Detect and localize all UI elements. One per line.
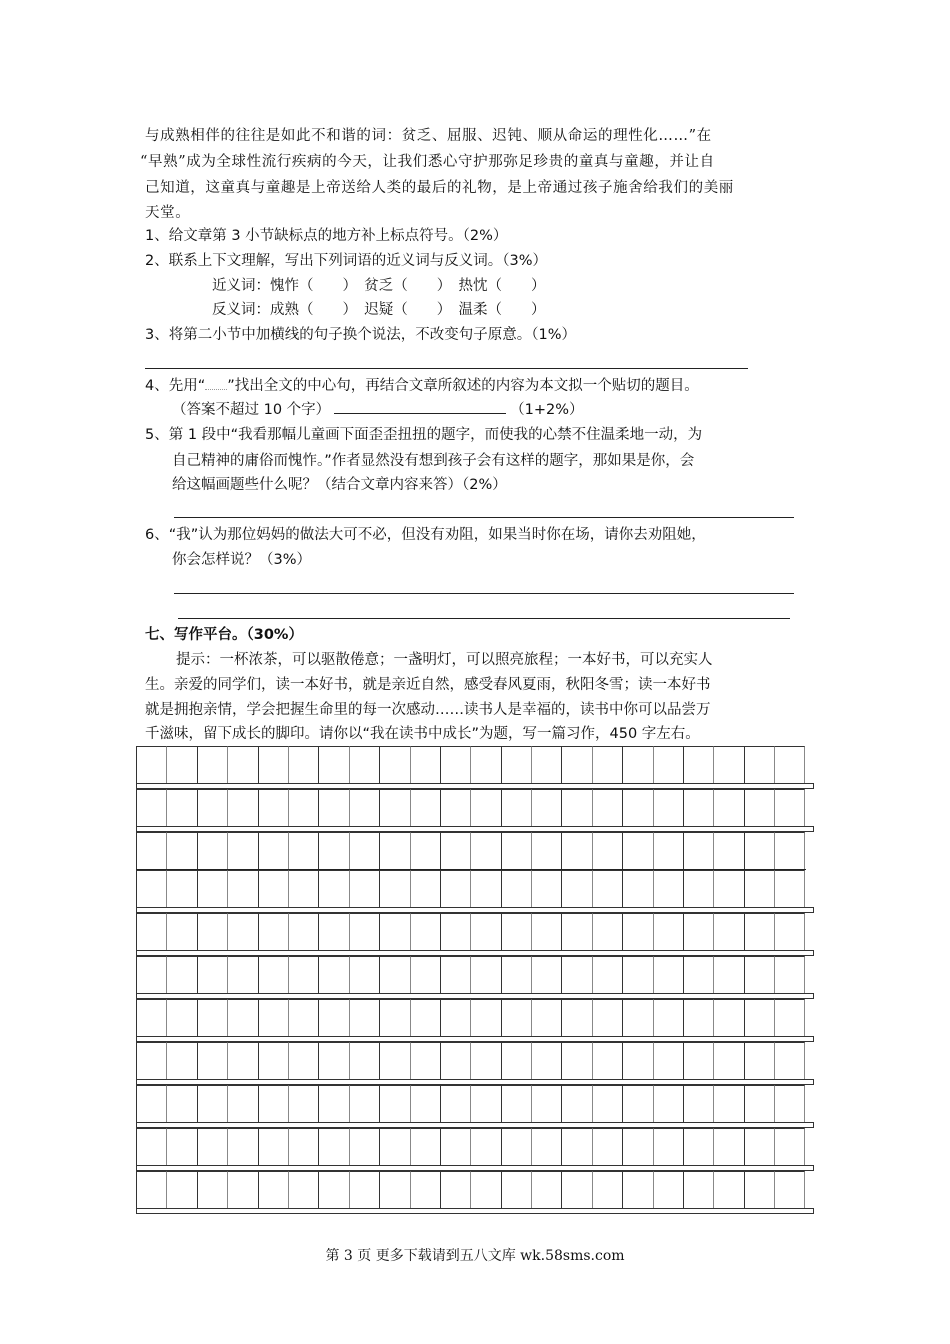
grid-cell[interactable] <box>440 913 470 950</box>
grid-cell[interactable] <box>622 1085 652 1122</box>
grid-cell[interactable] <box>166 746 196 783</box>
grid-cell[interactable] <box>774 1128 804 1165</box>
grid-cell[interactable] <box>622 999 652 1036</box>
grid-cell[interactable] <box>622 870 652 907</box>
writing-prompt-line: 千滋味，留下成长的脚印。请你以“我在读书中成长”为题，写一篇习作，450 字左右。 <box>145 726 700 742</box>
grid-cell[interactable] <box>379 1042 409 1079</box>
passage-line: 与成熟相伴的往往是如此不和谐的词：贫乏、屈服、迟钝、顺从命运的理性化……”在 <box>145 128 712 144</box>
grid-cell[interactable] <box>318 956 348 993</box>
grid-cell[interactable] <box>501 956 531 993</box>
grid-cell[interactable] <box>774 789 804 826</box>
grid-cell[interactable] <box>227 746 257 783</box>
grid-cell[interactable] <box>166 832 196 869</box>
grid-cell[interactable] <box>713 956 743 993</box>
grid-cell[interactable] <box>622 746 652 783</box>
grid-row <box>136 1085 814 1122</box>
grid-cell[interactable] <box>349 956 379 993</box>
grid-cell[interactable] <box>288 956 318 993</box>
grid-cell[interactable] <box>592 999 622 1036</box>
page-footer: 第 3 页 更多下载请到五八文库 wk.58sms.com <box>325 1248 625 1264</box>
grid-cell[interactable] <box>258 1171 288 1208</box>
grid-cell[interactable] <box>592 956 622 993</box>
grid-cell[interactable] <box>410 1171 440 1208</box>
grid-cell[interactable] <box>227 956 257 993</box>
grid-cell[interactable] <box>349 999 379 1036</box>
wavy-underline-mark <box>205 379 227 390</box>
grid-cell[interactable] <box>774 956 804 993</box>
grid-cell[interactable] <box>713 1128 743 1165</box>
grid-cell[interactable] <box>349 789 379 826</box>
grid-cell[interactable] <box>713 1085 743 1122</box>
grid-cell[interactable] <box>440 1128 470 1165</box>
grid-cell[interactable] <box>470 1042 500 1079</box>
grid-cell[interactable] <box>379 832 409 869</box>
grid-cell[interactable] <box>318 1085 348 1122</box>
question-4-score: （1+2%） <box>510 402 584 418</box>
grid-cell[interactable] <box>379 746 409 783</box>
grid-cell[interactable] <box>166 789 196 826</box>
answer-line-6a[interactable] <box>174 593 794 594</box>
grid-cell[interactable] <box>561 746 591 783</box>
grid-cell[interactable] <box>531 913 561 950</box>
grid-cell[interactable] <box>774 1171 804 1208</box>
grid-cell[interactable] <box>136 746 166 783</box>
grid-cell[interactable] <box>470 746 500 783</box>
grid-cell[interactable] <box>197 746 227 783</box>
grid-cell[interactable] <box>318 832 348 869</box>
question-6-line: 6、“我”认为那位妈妈的做法大可不必，但没有劝阻，如果当时你在场，请你去劝阻她， <box>145 527 706 543</box>
grid-cell[interactable] <box>744 1042 774 1079</box>
grid-cell[interactable] <box>197 1171 227 1208</box>
grid-cell[interactable] <box>349 1128 379 1165</box>
grid-cell[interactable] <box>288 1171 318 1208</box>
grid-cell[interactable] <box>227 789 257 826</box>
grid-row <box>136 913 814 950</box>
grid-cell[interactable] <box>349 746 379 783</box>
grid-cell[interactable] <box>622 956 652 993</box>
grid-cell[interactable] <box>136 913 166 950</box>
passage-line: 己知道，这童真与童趣是上帝送给人类的最后的礼物，是上帝通过孩子施舍给我们的美丽 <box>145 180 734 196</box>
grid-row <box>136 956 814 993</box>
grid-cell[interactable] <box>440 1171 470 1208</box>
grid-cell[interactable] <box>683 1128 713 1165</box>
question-4 <box>145 375 699 397</box>
grid-cell[interactable] <box>683 746 713 783</box>
grid-cell[interactable] <box>531 1085 561 1122</box>
grid-cell[interactable] <box>258 1085 288 1122</box>
grid-cell[interactable] <box>683 999 713 1036</box>
grid-cell[interactable] <box>774 1085 804 1122</box>
grid-cell[interactable] <box>227 1085 257 1122</box>
grid-cell[interactable] <box>440 789 470 826</box>
grid-cell[interactable] <box>531 956 561 993</box>
passage-line: “早熟”成为全球性流行疾病的今天，让我们悉心守护那弥足珍贵的童真与童趣，并让自 <box>140 154 715 170</box>
question-5-line: 5、第 1 段中“我看那幅儿童画下面歪歪扭扭的题字，而使我的心禁不住温柔地一动，为 <box>145 427 703 443</box>
grid-cell[interactable] <box>440 956 470 993</box>
grid-row <box>136 1042 814 1079</box>
grid-cell[interactable] <box>470 870 500 907</box>
grid-cell[interactable] <box>561 999 591 1036</box>
grid-cell[interactable] <box>501 1085 531 1122</box>
grid-row <box>136 999 814 1036</box>
answer-line-3[interactable] <box>145 368 748 369</box>
grid-cell[interactable] <box>318 789 348 826</box>
grid-cell[interactable] <box>622 832 652 869</box>
grid-cell[interactable] <box>288 870 318 907</box>
writing-prompt-line: 就是拥抱亲情，学会把握生命里的每一次感动……读书人是幸福的，读书中你可以品尝万 <box>145 702 711 718</box>
grid-cell[interactable] <box>501 999 531 1036</box>
grid-row <box>136 1128 814 1165</box>
grid-cell[interactable] <box>136 1128 166 1165</box>
grid-cell[interactable] <box>197 956 227 993</box>
grid-cell[interactable] <box>197 1128 227 1165</box>
grid-cell[interactable] <box>744 746 774 783</box>
grid-cell[interactable] <box>622 913 652 950</box>
grid-cell[interactable] <box>379 913 409 950</box>
grid-cell[interactable] <box>227 870 257 907</box>
grid-cell[interactable] <box>561 870 591 907</box>
answer-blank-4[interactable] <box>334 399 506 414</box>
question-2: 2、联系上下文理解，写出下列词语的近义词与反义词。（3%） <box>145 253 547 269</box>
grid-cell[interactable] <box>410 1042 440 1079</box>
grid-cell[interactable] <box>653 999 683 1036</box>
grid-cell[interactable] <box>592 746 622 783</box>
grid-cell[interactable] <box>136 1171 166 1208</box>
composition-grid[interactable] <box>136 746 814 1214</box>
answer-line-6b[interactable] <box>178 618 790 619</box>
grid-cell[interactable] <box>683 956 713 993</box>
grid-cell[interactable] <box>379 1085 409 1122</box>
grid-cell[interactable] <box>440 832 470 869</box>
grid-cell[interactable] <box>713 913 743 950</box>
grid-cell[interactable] <box>501 870 531 907</box>
grid-cell[interactable] <box>318 999 348 1036</box>
grid-cell[interactable] <box>349 1042 379 1079</box>
question-4-answer-row <box>172 399 584 421</box>
grid-cell[interactable] <box>379 789 409 826</box>
grid-cell[interactable] <box>227 832 257 869</box>
grid-cell[interactable] <box>592 870 622 907</box>
grid-cell[interactable] <box>683 1042 713 1079</box>
grid-cell[interactable] <box>501 1042 531 1079</box>
grid-cell[interactable] <box>470 789 500 826</box>
grid-cell[interactable] <box>258 1128 288 1165</box>
grid-cell[interactable] <box>713 789 743 826</box>
question-1: 1、给文章第 3 小节缺标点的地方补上标点符号。（2%） <box>145 228 508 244</box>
grid-cell[interactable] <box>653 956 683 993</box>
grid-cell[interactable] <box>713 870 743 907</box>
grid-cell[interactable] <box>379 999 409 1036</box>
grid-cell[interactable] <box>713 746 743 783</box>
grid-cell[interactable] <box>622 789 652 826</box>
grid-cell[interactable] <box>258 789 288 826</box>
grid-cell[interactable] <box>288 999 318 1036</box>
answer-line-5[interactable] <box>174 517 794 518</box>
grid-cell[interactable] <box>561 832 591 869</box>
grid-cell[interactable] <box>349 870 379 907</box>
grid-cell[interactable] <box>258 1042 288 1079</box>
grid-cell[interactable] <box>713 999 743 1036</box>
grid-cell[interactable] <box>349 913 379 950</box>
grid-cell[interactable] <box>410 913 440 950</box>
grid-cell[interactable] <box>136 832 166 869</box>
grid-cell[interactable] <box>622 1171 652 1208</box>
grid-cell[interactable] <box>653 1128 683 1165</box>
grid-cell[interactable] <box>561 1171 591 1208</box>
grid-cell[interactable] <box>258 956 288 993</box>
grid-cell[interactable] <box>288 1128 318 1165</box>
grid-cell[interactable] <box>166 913 196 950</box>
grid-cell[interactable] <box>744 956 774 993</box>
grid-cell[interactable] <box>774 832 804 869</box>
question-3: 3、将第二小节中加横线的句子换个说法，不改变句子原意。（1%） <box>145 327 576 343</box>
grid-cell[interactable] <box>501 832 531 869</box>
grid-cell[interactable] <box>592 1171 622 1208</box>
grid-cell[interactable] <box>592 1085 622 1122</box>
grid-cell[interactable] <box>227 1128 257 1165</box>
writing-heading: 七、写作平台。（30%） <box>145 627 303 643</box>
grid-cell[interactable] <box>197 1085 227 1122</box>
grid-cell[interactable] <box>440 870 470 907</box>
grid-cell[interactable] <box>197 832 227 869</box>
grid-cell[interactable] <box>713 1042 743 1079</box>
grid-cell[interactable] <box>166 999 196 1036</box>
writing-prompt-line: 生。亲爱的同学们，读一本好书，就是亲近自然，感受春风夏雨，秋阳冬雪；读一本好书 <box>145 677 711 693</box>
grid-cell[interactable] <box>531 789 561 826</box>
grid-cell[interactable] <box>136 789 166 826</box>
question-6-line: 你会怎样说？（3%） <box>172 552 312 568</box>
grid-cell[interactable] <box>258 746 288 783</box>
grid-cell[interactable] <box>470 1128 500 1165</box>
grid-cell[interactable] <box>379 1128 409 1165</box>
grid-cell[interactable] <box>744 789 774 826</box>
grid-cell[interactable] <box>258 832 288 869</box>
grid-row <box>136 746 814 783</box>
grid-cell[interactable] <box>197 789 227 826</box>
grid-cell[interactable] <box>744 870 774 907</box>
grid-cell[interactable] <box>410 1085 440 1122</box>
grid-cell[interactable] <box>136 956 166 993</box>
grid-cell[interactable] <box>227 999 257 1036</box>
grid-cell[interactable] <box>440 999 470 1036</box>
grid-cell[interactable] <box>288 1042 318 1079</box>
grid-cell[interactable] <box>774 1042 804 1079</box>
grid-cell[interactable] <box>410 746 440 783</box>
grid-cell[interactable] <box>744 832 774 869</box>
grid-cell[interactable] <box>349 832 379 869</box>
grid-cell[interactable] <box>744 913 774 950</box>
writing-prompt-line: 提示：一杯浓茶，可以驱散倦意；一盏明灯，可以照亮旅程；一本好书，可以充实人 <box>176 652 713 668</box>
grid-cell[interactable] <box>379 956 409 993</box>
grid-cell[interactable] <box>349 1171 379 1208</box>
grid-cell[interactable] <box>561 913 591 950</box>
grid-cell[interactable] <box>653 913 683 950</box>
grid-cell[interactable] <box>227 1042 257 1079</box>
grid-cell[interactable] <box>592 913 622 950</box>
grid-cell[interactable] <box>653 832 683 869</box>
grid-cell[interactable] <box>410 1128 440 1165</box>
grid-separator-strip <box>136 1208 814 1214</box>
grid-cell[interactable] <box>410 956 440 993</box>
grid-cell[interactable] <box>531 1042 561 1079</box>
grid-cell[interactable] <box>288 746 318 783</box>
grid-cell[interactable] <box>561 1042 591 1079</box>
grid-cell[interactable] <box>470 956 500 993</box>
grid-cell[interactable] <box>227 913 257 950</box>
grid-cell[interactable] <box>470 832 500 869</box>
grid-cell[interactable] <box>410 789 440 826</box>
grid-cell[interactable] <box>258 999 288 1036</box>
grid-cell[interactable] <box>166 1171 196 1208</box>
grid-cell[interactable] <box>561 1085 591 1122</box>
grid-cell[interactable] <box>136 1085 166 1122</box>
grid-cell[interactable] <box>258 913 288 950</box>
grid-cell[interactable] <box>561 956 591 993</box>
grid-cell[interactable] <box>713 1171 743 1208</box>
grid-cell[interactable] <box>197 913 227 950</box>
grid-cell[interactable] <box>683 913 713 950</box>
grid-cell[interactable] <box>501 913 531 950</box>
grid-cell[interactable] <box>592 832 622 869</box>
grid-cell[interactable] <box>622 1128 652 1165</box>
grid-cell[interactable] <box>410 832 440 869</box>
question-2-antonyms: 反义词：成熟（ ） 迟疑（ ） 温柔（ ） <box>212 302 546 318</box>
grid-cell[interactable] <box>166 1128 196 1165</box>
question-4-text-a: 4、先用“ <box>145 378 206 394</box>
grid-cell[interactable] <box>622 1042 652 1079</box>
grid-cell[interactable] <box>774 999 804 1036</box>
grid-cell[interactable] <box>653 789 683 826</box>
grid-cell[interactable] <box>318 870 348 907</box>
grid-cell[interactable] <box>683 870 713 907</box>
grid-cell[interactable] <box>470 999 500 1036</box>
grid-cell[interactable] <box>318 1042 348 1079</box>
grid-cell[interactable] <box>653 1042 683 1079</box>
grid-cell[interactable] <box>683 1171 713 1208</box>
grid-cell[interactable] <box>136 999 166 1036</box>
grid-cell[interactable] <box>561 789 591 826</box>
grid-cell[interactable] <box>470 1085 500 1122</box>
grid-cell[interactable] <box>440 746 470 783</box>
grid-cell[interactable] <box>592 1128 622 1165</box>
grid-cell[interactable] <box>440 1085 470 1122</box>
grid-cell[interactable] <box>136 870 166 907</box>
grid-cell[interactable] <box>653 870 683 907</box>
grid-cell[interactable] <box>166 956 196 993</box>
grid-cell[interactable] <box>683 789 713 826</box>
grid-cell[interactable] <box>470 913 500 950</box>
grid-row <box>136 832 814 869</box>
grid-cell[interactable] <box>501 1128 531 1165</box>
grid-row <box>136 789 814 826</box>
grid-cell[interactable] <box>136 1042 166 1079</box>
grid-cell[interactable] <box>470 1171 500 1208</box>
grid-cell[interactable] <box>531 999 561 1036</box>
grid-cell[interactable] <box>774 870 804 907</box>
grid-cell[interactable] <box>501 789 531 826</box>
grid-cell[interactable] <box>288 832 318 869</box>
grid-cell[interactable] <box>501 1171 531 1208</box>
grid-cell[interactable] <box>683 832 713 869</box>
grid-cell[interactable] <box>318 913 348 950</box>
grid-cell[interactable] <box>410 999 440 1036</box>
question-4-note: （答案不超过 10 个字） <box>172 402 331 418</box>
grid-cell[interactable] <box>653 746 683 783</box>
grid-cell[interactable] <box>744 1128 774 1165</box>
grid-cell[interactable] <box>318 746 348 783</box>
grid-cell[interactable] <box>713 832 743 869</box>
passage-line: 天堂。 <box>145 205 191 221</box>
grid-cell[interactable] <box>531 832 561 869</box>
grid-cell[interactable] <box>501 746 531 783</box>
grid-cell[interactable] <box>379 1171 409 1208</box>
question-5-line: 给这幅画题些什么呢？（结合文章内容来答）（2%） <box>172 477 507 493</box>
grid-cell[interactable] <box>227 1171 257 1208</box>
grid-cell[interactable] <box>531 870 561 907</box>
grid-row <box>136 1171 814 1208</box>
grid-cell[interactable] <box>531 1171 561 1208</box>
grid-cell[interactable] <box>166 1085 196 1122</box>
question-5-line: 自己精神的庸俗而愧怍。”作者显然没有想到孩子会有这样的题字，那如果是你，会 <box>172 453 695 469</box>
grid-cell[interactable] <box>744 1171 774 1208</box>
grid-cell[interactable] <box>561 1128 591 1165</box>
grid-cell[interactable] <box>379 870 409 907</box>
grid-cell[interactable] <box>288 789 318 826</box>
grid-cell[interactable] <box>744 1085 774 1122</box>
grid-cell[interactable] <box>197 870 227 907</box>
grid-cell[interactable] <box>288 913 318 950</box>
grid-cell[interactable] <box>318 1128 348 1165</box>
grid-cell[interactable] <box>683 1085 713 1122</box>
grid-cell[interactable] <box>410 870 440 907</box>
grid-cell[interactable] <box>349 1085 379 1122</box>
grid-cell[interactable] <box>531 746 561 783</box>
grid-row <box>136 870 814 907</box>
grid-cell[interactable] <box>288 1085 318 1122</box>
grid-cell[interactable] <box>318 1171 348 1208</box>
grid-cell[interactable] <box>197 999 227 1036</box>
grid-cell[interactable] <box>653 1171 683 1208</box>
grid-cell[interactable] <box>531 1128 561 1165</box>
question-4-text-b: ”找出全文的中心句，再结合文章所叙述的内容为本文拟一个贴切的题目。 <box>227 378 699 394</box>
grid-cell[interactable] <box>744 999 774 1036</box>
grid-cell[interactable] <box>592 1042 622 1079</box>
grid-cell[interactable] <box>440 1042 470 1079</box>
grid-cell[interactable] <box>592 789 622 826</box>
grid-cell[interactable] <box>166 1042 196 1079</box>
grid-cell[interactable] <box>166 870 196 907</box>
question-2-synonyms: 近义词：愧怍（ ） 贫乏（ ） 热忱（ ） <box>212 278 546 294</box>
grid-cell[interactable] <box>197 1042 227 1079</box>
grid-cell[interactable] <box>258 870 288 907</box>
grid-cell[interactable] <box>653 1085 683 1122</box>
grid-cell[interactable] <box>774 746 804 783</box>
grid-cell[interactable] <box>774 913 804 950</box>
